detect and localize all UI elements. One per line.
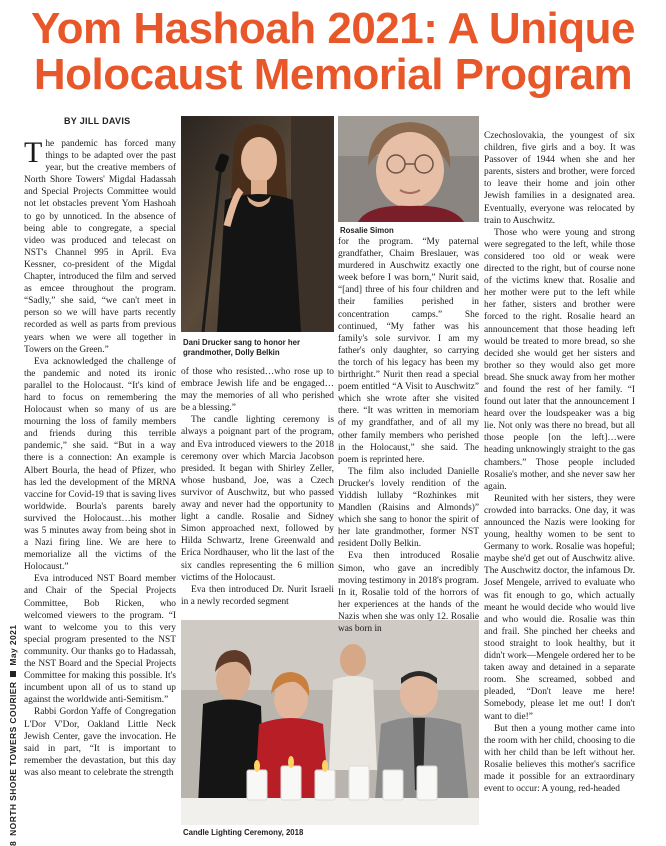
paragraph: The film also included Danielle Drucker's lovely rendition of the Yiddish lullaby “Rozhinkes mit Mandlen (Raisins and Almonds)” which she sang to honor the spirit of her late grandmother, former NST resident Dolly Belkin.	[338, 466, 479, 550]
caption-dani: Dani Drucker sang to honor her grandmother, Dolly Belkin	[183, 338, 300, 357]
headline	[0, 6, 666, 98]
publication-name: NORTH SHORE TOWERS COURIER	[8, 681, 18, 836]
paragraph: Those who were young and strong were segregated to the left, while those considered too old or weak were directed to the right, but of course none of the victims knew that. Rosalie and her mother were put to the left while her father, sisters and brother were forced to the right. Rosalie heard an announcement that those heading left would be treated to more bread, so she decided she would get her sisters and brother so they would also get more bread. She snuck away from her mother and found the rest of her family. “I found out later that the announcement I heard over the loudspeaker was a big lie. Not only was there no bread, but all those people [on the left]…were heading unknowingly straight to the gas chambers.” Those people included Rosalie's mother, and she never saw her again.	[484, 227, 635, 492]
byline: BY JILL DAVIS	[64, 116, 131, 126]
headline-line-2: Holocaust Memorial Program	[33, 50, 633, 99]
drop-cap: T	[24, 136, 43, 169]
paragraph: The pandemic has forced many things to be adapted over the past year, but the creative members of North Shore Towers' Migdal Hadassah and Special Projects Committee would not let obstacles prevent Yom Hashoah to go by unnoticed. In the absence of being able to congregate, a special video was produced and telecast on NST's Channel 995 in April. Eva Kessner, co-president of the Migdal Chapter, introduced the film and served as emcee throughout the program. “Sadly,” she said, “we can't meet in person so we will have parts recently recorded as well as parts from previous years when we were all together in Towers on the Green.”	[24, 136, 176, 355]
page-sidebar	[8, 625, 18, 846]
article-column-2	[181, 366, 334, 608]
photo-candle-lighting	[181, 620, 479, 825]
photo-dani-drucker	[181, 116, 334, 332]
paragraph: The candle lighting ceremony is always a poignant part of the program, and Eva introduced viewers to the 2018 ceremony over which Marcia Jacobson presided. It began with Shirley Zeller, whose husband, Joe, was a Czech survivor of Auschwitz, but who passed away and never had the opportunity to light a candle. Rosalie and Sidney Simon approached next, followed by Hilda Schwartz, Irene Greenwald and Erica Nordhauser, who lit the last of the six candles representing the 6 million victims of the Holocaust.	[181, 415, 334, 583]
paragraph: Czechoslovakia, the youngest of six children, five girls and a boy. It was Passover of 1944 when she and her parents, sisters and brother, were forced to leave their home and join other Jewish families in a designated area. Eventually, everyone was relocated by train to Auschwitz.	[484, 131, 635, 226]
separator-square	[10, 671, 16, 677]
paragraph: Eva then introduced Rosalie Simon, who gave an incredibly moving testimony in 2018's program. In it, Rosalie told of the horrors of her experiences at the hands of the Nazis when she was only 12. Rosalie was born in	[338, 551, 479, 634]
paragraph: Reunited with her sisters, they were crowded into barracks. One day, it was announced the Nazis were looking for young, healthy women to be sent to Germany to work. Rosalie was hopeful; maybe she'd get out of Auschwitz alive. The Auschwitz doctor, the infamous Dr. Josef Mengele, arrived to evaluate who was fit enough to go, which actually meant he would decide who would live and who would die. Rosalie was thin and frail. She pinched her cheeks and stood straight to look healthy, but it didn't work—Mengele ordered her to be taken away and detained in a separate room. She screamed, sobbed and pleaded, “Don't leave me here! Somebody, please let me out! I don't want to die!”	[484, 493, 635, 722]
ceremony-photo-illustration	[181, 620, 479, 825]
page-number: 8	[8, 840, 18, 846]
singer-photo-illustration	[181, 116, 334, 332]
article-column-4	[484, 130, 635, 795]
paragraph: of those who resisted…who rose up to embrace Jewish life and be engaged…may the memories of all who perished be a blessing.”	[181, 367, 334, 414]
paragraph: But then a young mother came into the room with her child, choosing to die with her child than be left without her. Rosalie believes this mother's sacrifice made it possible for an extraordinary event to occur: A young, red-headed	[484, 723, 635, 795]
article-column-3	[338, 236, 479, 635]
caption-rosalie: Rosalie Simon	[340, 226, 394, 235]
issue-date: May 2021	[8, 624, 18, 666]
portrait-illustration	[338, 116, 479, 222]
paragraph: for the program. “My paternal grandfather, Chaim Breslauer, was murdered in Auschwitz exactly one week before I was born,” Nurit said, “[and] three of his four children and their families perished in concentration camps.” She continued, “My father was his family's sole survivor. I am my father's only daughter, so carrying the torch of his legacy has been my birthright.” Nurit then read a special poem entitled “A Visit to Auschwitz” which she wrote after she visited there. “It was written in memoriam of my grandfather, and of all my other family members who perished in the Holocaust,” she said. The poem is reprinted here.	[338, 237, 479, 465]
paragraph: Eva then introduced Dr. Nurit Israeli in a newly recorded segment	[181, 584, 334, 607]
headline-line-1: Yom Hashoah 2021: A Unique	[31, 4, 635, 53]
caption-candles: Candle Lighting Ceremony, 2018	[183, 828, 304, 837]
paragraph: Rabbi Gordon Yaffe of Congregation L'Dor V'Dor, Oakland Little Neck Jewish Center, gave the invocation. He said in part, “It is important to remember the devastation, but this day was also meant to celebrate the strength	[24, 707, 176, 778]
article-column-1	[24, 138, 176, 779]
photo-rosalie-simon	[338, 116, 479, 222]
paragraph: Eva acknowledged the challenge of the pandemic and noted its ironic parallel to the Holocaust. “It's kind of hard to focus on remembering the Holocaust when so many of us are mourning the loss of family members and friends during this terrible pandemic,” she said. “But in a way there is a connection: An example is Albert Bourla, the head of Pfizer, who has led the development of the MRNA vaccine for Covid-19 that is saving lives worldwide. Bourla's parents barely survived the Holocaust…his mother was 5 minutes away from being shot in a Nazi firing line. We are here to memorialize all the victims of the Holocaust.”	[24, 356, 176, 573]
paragraph: Eva introduced NST Board member and Chair of the Special Projects Committee, Bob Ricken, who welcomed viewers to the program. “I want to welcome you to this very special program presented to the NST community. Our thanks go to Hadassah, the NST Board and the Special Projects Committee for making this possible. It's incumbent upon all of us to stand up against the worldwide anti-Semitism.”	[24, 574, 176, 706]
